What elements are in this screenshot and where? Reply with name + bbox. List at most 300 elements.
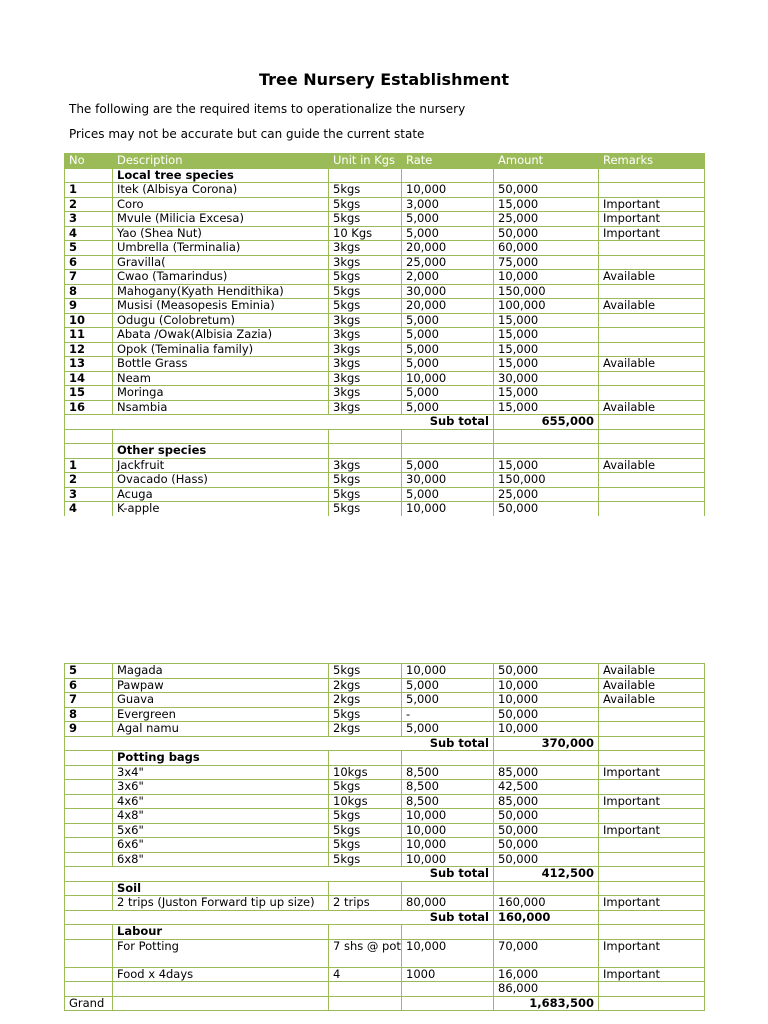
table-row — [65, 357, 705, 372]
item-amount: 160,000 — [494, 896, 599, 911]
item-amount: 50,000 — [494, 838, 599, 853]
item-number: 3 — [65, 487, 113, 502]
item-description: 3x4" — [113, 765, 329, 780]
item-remarks: Important — [599, 197, 705, 212]
item-description: Food x 4days — [113, 967, 329, 982]
item-description: Bottle Grass — [113, 357, 329, 372]
item-remarks — [599, 371, 705, 386]
item-description: Pawpaw — [113, 678, 329, 693]
item-rate: 10,000 — [402, 939, 494, 967]
item-number: 6 — [65, 678, 113, 693]
item-unit: 4 — [329, 967, 402, 982]
item-remarks — [599, 809, 705, 824]
header-unit: Unit in Kgs — [329, 154, 402, 169]
empty-cell — [494, 429, 599, 444]
item-remarks — [599, 386, 705, 401]
item-remarks: Available — [599, 299, 705, 314]
item-unit: 10kgs — [329, 765, 402, 780]
item-number — [65, 982, 113, 997]
item-description: Neam — [113, 371, 329, 386]
item-description: Acuga — [113, 487, 329, 502]
subtotal-row — [65, 867, 705, 882]
grand-total-row — [65, 996, 705, 1011]
empty-cell — [599, 867, 705, 882]
item-unit: 2kgs — [329, 693, 402, 708]
table-row — [65, 896, 705, 911]
item-unit: 5kgs — [329, 270, 402, 285]
item-unit: 5kgs — [329, 212, 402, 227]
empty-cell — [494, 751, 599, 766]
empty-cell — [113, 429, 329, 444]
item-rate: 8,500 — [402, 780, 494, 795]
item-rate: 25,000 — [402, 255, 494, 270]
table-row — [65, 386, 705, 401]
item-amount: 60,000 — [494, 241, 599, 256]
table-row — [65, 502, 705, 516]
header-remarks: Remarks — [599, 154, 705, 169]
item-rate: 10,000 — [402, 852, 494, 867]
item-number — [65, 765, 113, 780]
item-rate — [402, 982, 494, 997]
item-remarks — [599, 852, 705, 867]
table-row — [65, 197, 705, 212]
item-remarks: Available — [599, 400, 705, 415]
table-row — [65, 400, 705, 415]
table-row — [65, 299, 705, 314]
item-rate: 5,000 — [402, 357, 494, 372]
item-rate: 5,000 — [402, 693, 494, 708]
blank-row — [65, 429, 705, 444]
empty-cell — [599, 751, 705, 766]
empty-cell — [494, 168, 599, 183]
item-number: 13 — [65, 357, 113, 372]
item-number: 16 — [65, 400, 113, 415]
item-amount: 30,000 — [494, 371, 599, 386]
item-description: 6x8" — [113, 852, 329, 867]
section-no — [65, 444, 113, 459]
item-rate: 30,000 — [402, 284, 494, 299]
item-remarks — [599, 284, 705, 299]
table-row — [65, 852, 705, 867]
item-description: 3x6" — [113, 780, 329, 795]
empty-cell — [402, 925, 494, 940]
item-unit: 3kgs — [329, 386, 402, 401]
item-number — [65, 794, 113, 809]
empty-cell — [599, 168, 705, 183]
item-description: Jackfruit — [113, 458, 329, 473]
table-row — [65, 458, 705, 473]
table-row — [65, 226, 705, 241]
section-heading: Labour — [113, 925, 329, 940]
item-rate: 80,000 — [402, 896, 494, 911]
item-unit: 5kgs — [329, 284, 402, 299]
item-amount: 10,000 — [494, 678, 599, 693]
item-unit: 7 shs @ pot — [329, 939, 402, 967]
item-rate: 8,500 — [402, 765, 494, 780]
item-remarks: Important — [599, 823, 705, 838]
item-remarks: Important — [599, 765, 705, 780]
item-number — [65, 939, 113, 967]
item-number — [65, 896, 113, 911]
item-unit: 3kgs — [329, 313, 402, 328]
header-rate: Rate — [402, 154, 494, 169]
table-row — [65, 342, 705, 357]
item-unit: 5kgs — [329, 809, 402, 824]
item-rate: 10,000 — [402, 838, 494, 853]
item-unit: 3kgs — [329, 328, 402, 343]
item-description: Abata /Owak(Albisia Zazia) — [113, 328, 329, 343]
item-rate: 10,000 — [402, 823, 494, 838]
item-remarks: Available — [599, 458, 705, 473]
empty-cell — [402, 881, 494, 896]
item-unit: 5kgs — [329, 299, 402, 314]
section-row — [65, 444, 705, 459]
subtotal-amount: 160,000 — [494, 910, 599, 925]
item-description: Magada — [113, 664, 329, 679]
item-number: 11 — [65, 328, 113, 343]
item-remarks — [599, 328, 705, 343]
item-rate: 3,000 — [402, 197, 494, 212]
intro-line-1: The following are the required items to operationalize the nursery — [69, 102, 466, 116]
item-number: 4 — [65, 502, 113, 516]
item-description: Mvule (Milicia Excesa) — [113, 212, 329, 227]
table-row — [65, 939, 705, 967]
item-amount: 75,000 — [494, 255, 599, 270]
item-number — [65, 780, 113, 795]
section-no — [65, 751, 113, 766]
section-heading: Other species — [113, 444, 329, 459]
item-description: 4x8" — [113, 809, 329, 824]
item-unit: 5kgs — [329, 707, 402, 722]
table-row — [65, 967, 705, 982]
item-description: Cwao (Tamarindus) — [113, 270, 329, 285]
table-row — [65, 794, 705, 809]
empty-cell — [599, 736, 705, 751]
item-rate: 20,000 — [402, 299, 494, 314]
item-amount: 50,000 — [494, 502, 599, 516]
item-description: Agal namu — [113, 722, 329, 737]
item-number: 3 — [65, 212, 113, 227]
item-rate: 10,000 — [402, 371, 494, 386]
empty-cell — [599, 429, 705, 444]
section-no — [65, 168, 113, 183]
empty-cell — [402, 168, 494, 183]
item-amount: 25,000 — [494, 212, 599, 227]
item-amount: 50,000 — [494, 183, 599, 198]
table-row — [65, 823, 705, 838]
item-rate: 2,000 — [402, 270, 494, 285]
empty-cell — [329, 429, 402, 444]
empty-cell — [329, 751, 402, 766]
item-number — [65, 967, 113, 982]
item-number: 5 — [65, 664, 113, 679]
item-rate: 5,000 — [402, 313, 494, 328]
section-row — [65, 925, 705, 940]
item-remarks: Important — [599, 226, 705, 241]
item-number: 14 — [65, 371, 113, 386]
section-row — [65, 751, 705, 766]
item-unit: 3kgs — [329, 458, 402, 473]
item-remarks: Available — [599, 678, 705, 693]
table-row — [65, 722, 705, 737]
section-row — [65, 881, 705, 896]
item-unit: 2kgs — [329, 722, 402, 737]
item-amount: 10,000 — [494, 722, 599, 737]
subtotal-amount: 655,000 — [494, 415, 599, 430]
table-header-row — [65, 154, 705, 169]
item-amount: 50,000 — [494, 809, 599, 824]
item-description: Gravilla( — [113, 255, 329, 270]
item-rate: 5,000 — [402, 212, 494, 227]
item-amount: 15,000 — [494, 313, 599, 328]
empty-cell — [494, 444, 599, 459]
item-amount: 15,000 — [494, 342, 599, 357]
item-description: Moringa — [113, 386, 329, 401]
table-row — [65, 270, 705, 285]
document-title: Tree Nursery Establishment — [258, 70, 510, 89]
subtotal-row — [65, 415, 705, 430]
item-remarks: Important — [599, 896, 705, 911]
item-number: 12 — [65, 342, 113, 357]
table-row — [65, 212, 705, 227]
item-amount: 150,000 — [494, 284, 599, 299]
item-description: Nsambia — [113, 400, 329, 415]
item-description: Umbrella (Terminalia) — [113, 241, 329, 256]
item-amount: 10,000 — [494, 693, 599, 708]
item-amount: 70,000 — [494, 939, 599, 967]
subtotal-amount: 370,000 — [494, 736, 599, 751]
item-amount: 50,000 — [494, 707, 599, 722]
item-number: 6 — [65, 255, 113, 270]
items-table-page-1 — [64, 153, 705, 516]
table-row — [65, 371, 705, 386]
item-rate: 10,000 — [402, 183, 494, 198]
subtotal-label: Sub total — [65, 736, 494, 751]
item-unit: 5kgs — [329, 487, 402, 502]
item-amount: 100,000 — [494, 299, 599, 314]
item-number: 7 — [65, 270, 113, 285]
item-amount: 15,000 — [494, 357, 599, 372]
item-amount: 85,000 — [494, 794, 599, 809]
table-row — [65, 765, 705, 780]
empty-cell — [329, 925, 402, 940]
empty-cell — [329, 444, 402, 459]
item-remarks — [599, 255, 705, 270]
table-row — [65, 707, 705, 722]
item-description: Opok (Teminalia family) — [113, 342, 329, 357]
item-amount: 15,000 — [494, 400, 599, 415]
empty-cell — [402, 429, 494, 444]
table-row — [65, 255, 705, 270]
empty-cell — [402, 996, 494, 1011]
section-row — [65, 168, 705, 183]
empty-cell — [329, 881, 402, 896]
item-rate: 20,000 — [402, 241, 494, 256]
item-remarks — [599, 241, 705, 256]
table-row — [65, 241, 705, 256]
item-unit: 5kgs — [329, 780, 402, 795]
empty-cell — [599, 925, 705, 940]
item-rate: 5,000 — [402, 386, 494, 401]
item-remarks: Important — [599, 939, 705, 967]
table-row — [65, 678, 705, 693]
item-number: 5 — [65, 241, 113, 256]
item-description: Ovacado (Hass) — [113, 473, 329, 488]
item-rate: 5,000 — [402, 342, 494, 357]
item-number — [65, 852, 113, 867]
subtotal-label: Sub total — [65, 415, 494, 430]
empty-cell — [494, 881, 599, 896]
item-description: Odugu (Colobretum) — [113, 313, 329, 328]
item-rate: 5,000 — [402, 722, 494, 737]
item-rate: 30,000 — [402, 473, 494, 488]
header-no: No — [65, 154, 113, 169]
table-row — [65, 780, 705, 795]
item-remarks: Available — [599, 270, 705, 285]
item-number: 8 — [65, 707, 113, 722]
item-remarks — [599, 183, 705, 198]
item-description: 2 trips (Juston Forward tip up size) — [113, 896, 329, 911]
item-unit — [329, 982, 402, 997]
table-row — [65, 487, 705, 502]
header-description: Description — [113, 154, 329, 169]
item-description: Yao (Shea Nut) — [113, 226, 329, 241]
item-rate: 5,000 — [402, 226, 494, 241]
item-unit: 5kgs — [329, 664, 402, 679]
table-row — [65, 809, 705, 824]
item-remarks — [599, 473, 705, 488]
section-no — [65, 925, 113, 940]
item-unit: 3kgs — [329, 357, 402, 372]
item-description: 5x6" — [113, 823, 329, 838]
empty-cell — [599, 444, 705, 459]
empty-cell — [599, 996, 705, 1011]
subtotal-row — [65, 910, 705, 925]
item-number: 9 — [65, 722, 113, 737]
item-unit: 2kgs — [329, 678, 402, 693]
empty-cell — [599, 881, 705, 896]
item-rate: 5,000 — [402, 678, 494, 693]
item-number: 9 — [65, 299, 113, 314]
item-amount: 15,000 — [494, 328, 599, 343]
intro-line-2: Prices may not be accurate but can guide the current state — [69, 127, 425, 141]
item-amount: 85,000 — [494, 765, 599, 780]
item-unit: 5kgs — [329, 823, 402, 838]
item-unit: 5kgs — [329, 183, 402, 198]
item-amount: 42,500 — [494, 780, 599, 795]
items-table-page-2 — [64, 663, 705, 1011]
item-remarks — [599, 722, 705, 737]
item-unit: 5kgs — [329, 852, 402, 867]
item-remarks — [599, 313, 705, 328]
item-unit: 2 trips — [329, 896, 402, 911]
item-number: 15 — [65, 386, 113, 401]
header-amount: Amount — [494, 154, 599, 169]
item-amount: 50,000 — [494, 664, 599, 679]
table-row — [65, 664, 705, 679]
item-rate: - — [402, 707, 494, 722]
item-rate: 5,000 — [402, 400, 494, 415]
item-remarks — [599, 707, 705, 722]
item-number: 7 — [65, 693, 113, 708]
item-rate: 5,000 — [402, 328, 494, 343]
section-no — [65, 881, 113, 896]
empty-cell — [329, 168, 402, 183]
item-number: 4 — [65, 226, 113, 241]
item-description: 6x6" — [113, 838, 329, 853]
item-amount: 15,000 — [494, 197, 599, 212]
item-remarks: Important — [599, 212, 705, 227]
item-unit: 3kgs — [329, 400, 402, 415]
item-description: Itek (Albisya Corona) — [113, 183, 329, 198]
item-remarks — [599, 502, 705, 516]
section-heading: Potting bags — [113, 751, 329, 766]
empty-cell — [402, 751, 494, 766]
item-remarks — [599, 780, 705, 795]
item-remarks: Available — [599, 664, 705, 679]
item-description — [113, 982, 329, 997]
item-amount: 50,000 — [494, 852, 599, 867]
section-heading: Local tree species — [113, 168, 329, 183]
empty-cell — [65, 429, 113, 444]
item-amount: 15,000 — [494, 386, 599, 401]
item-amount: 86,000 — [494, 982, 599, 997]
item-remarks: Available — [599, 357, 705, 372]
empty-cell — [402, 444, 494, 459]
item-rate: 5,000 — [402, 458, 494, 473]
item-number — [65, 823, 113, 838]
section-heading: Soil — [113, 881, 329, 896]
item-rate: 1000 — [402, 967, 494, 982]
table-row — [65, 183, 705, 198]
item-unit: 5kgs — [329, 502, 402, 516]
item-rate: 5,000 — [402, 487, 494, 502]
table-row — [65, 328, 705, 343]
item-description: For Potting — [113, 939, 329, 967]
table-row — [65, 693, 705, 708]
item-description: Mahogany(Kyath Hendithika) — [113, 284, 329, 299]
item-number: 10 — [65, 313, 113, 328]
subtotal-label: Sub total — [65, 867, 494, 882]
item-unit: 3kgs — [329, 371, 402, 386]
item-unit: 5kgs — [329, 197, 402, 212]
item-description: Evergreen — [113, 707, 329, 722]
item-number: 2 — [65, 197, 113, 212]
empty-cell — [329, 996, 402, 1011]
grand-total-amount: 1,683,500 — [494, 996, 599, 1011]
item-description: K-apple — [113, 502, 329, 516]
item-description: Musisi (Measopesis Eminia) — [113, 299, 329, 314]
item-remarks — [599, 342, 705, 357]
item-number: 1 — [65, 183, 113, 198]
item-unit: 10 Kgs — [329, 226, 402, 241]
item-unit: 3kgs — [329, 342, 402, 357]
table-row — [65, 982, 705, 997]
subtotal-label: Sub total — [65, 910, 494, 925]
empty-cell — [494, 925, 599, 940]
table-row — [65, 313, 705, 328]
item-number: 1 — [65, 458, 113, 473]
empty-cell — [113, 996, 329, 1011]
item-amount: 150,000 — [494, 473, 599, 488]
empty-cell — [599, 910, 705, 925]
item-description: 4x6" — [113, 794, 329, 809]
item-amount: 15,000 — [494, 458, 599, 473]
item-unit: 10kgs — [329, 794, 402, 809]
item-remarks: Available — [599, 693, 705, 708]
item-remarks — [599, 982, 705, 997]
item-number — [65, 838, 113, 853]
